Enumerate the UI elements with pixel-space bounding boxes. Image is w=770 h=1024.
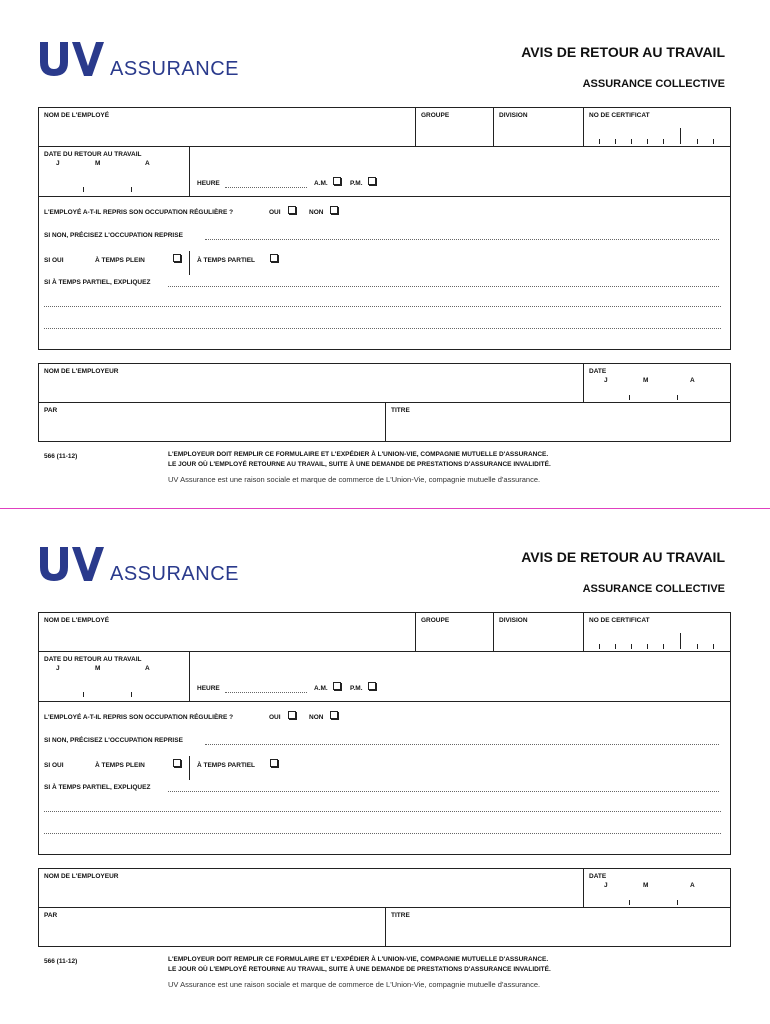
occupation-field[interactable] <box>205 239 719 240</box>
by-label: PAR <box>44 912 58 919</box>
yes-checkbox[interactable] <box>288 206 296 214</box>
full-time-label: À TEMPS PLEIN <box>95 257 145 264</box>
hour-label: HEURE <box>197 685 220 692</box>
footer-instruction-2: LE JOUR OÙ L'EMPLOYÉ RETOURNE AU TRAVAIL, SUITE À UNE DEMANDE DE PRESTATIONS D'ASSURANCE INVALIDITÉ. <box>168 966 551 973</box>
footer-instruction-1: L'EMPLOYEUR DOIT REMPLIR CE FORMULAIRE ET L'EXPÉDIER À L'UNION-VIE, COMPAGNIE MUTUELLE D'ASSURANCE. <box>168 451 549 458</box>
part-time-label: À TEMPS PARTIEL <box>197 762 256 769</box>
employer-name-field[interactable] <box>40 376 581 400</box>
no-checkbox[interactable] <box>330 711 338 719</box>
date-day-label: J <box>604 377 608 384</box>
group-field[interactable] <box>417 625 491 649</box>
pm-label: P.M. <box>350 685 363 692</box>
footer-legal: UV Assurance est une raison sociale et marque de commerce de L'Union-Vie, compagnie mutuelle d'assurance. <box>168 980 541 989</box>
form-copy-1 <box>0 0 770 505</box>
group-label: GROUPE <box>421 617 450 624</box>
date-label: DATE <box>589 368 607 375</box>
division-field[interactable] <box>495 625 581 649</box>
explain-field-1[interactable] <box>168 791 719 792</box>
return-date-label: DATE DU RETOUR AU TRAVAIL <box>44 656 142 663</box>
month-label: M <box>95 160 101 167</box>
date-year-label: A <box>690 882 695 889</box>
yes-label: OUI <box>269 714 281 721</box>
division-field[interactable] <box>495 120 581 144</box>
uv-logo <box>38 543 238 585</box>
date-month-label: M <box>643 882 649 889</box>
group-label: GROUPE <box>421 112 450 119</box>
month-label: M <box>95 665 101 672</box>
year-label: A <box>145 665 150 672</box>
form-code: 566 (11-12) <box>44 958 78 965</box>
am-label: A.M. <box>314 180 328 187</box>
employee-name-label: NOM DE L'EMPLOYÉ <box>44 617 110 624</box>
certificate-field[interactable] <box>585 625 729 649</box>
yes-checkbox[interactable] <box>288 711 296 719</box>
full-time-label: À TEMPS PLEIN <box>95 762 145 769</box>
hour-field[interactable] <box>225 187 307 188</box>
date-label: DATE <box>589 873 607 880</box>
form-code: 566 (11-12) <box>44 453 78 460</box>
footer-legal: UV Assurance est une raison sociale et marque de commerce de L'Union-Vie, compagnie mutuelle d'assurance. <box>168 475 541 484</box>
am-checkbox[interactable] <box>333 177 341 185</box>
form-subtitle: ASSURANCE COLLECTIVE <box>582 78 725 90</box>
date-year-label: A <box>690 377 695 384</box>
if-no-label: SI NON, PRÉCISEZ L'OCCUPATION REPRISE <box>44 737 183 744</box>
employee-name-field[interactable] <box>40 625 413 649</box>
form-title: AVIS DE RETOUR AU TRAVAIL <box>521 549 725 565</box>
employer-name-label: NOM DE L'EMPLOYEUR <box>44 873 119 880</box>
certificate-label: NO DE CERTIFICAT <box>589 617 650 624</box>
employee-name-field[interactable] <box>40 120 413 144</box>
explain-field-2[interactable] <box>44 306 721 307</box>
no-label: NON <box>309 714 324 721</box>
return-date-label: DATE DU RETOUR AU TRAVAIL <box>44 151 142 158</box>
logo-wordmark: ASSURANCE <box>110 58 239 80</box>
form-title: AVIS DE RETOUR AU TRAVAIL <box>521 44 725 60</box>
year-label: A <box>145 160 150 167</box>
return-date-field[interactable] <box>40 673 186 699</box>
hour-label: HEURE <box>197 180 220 187</box>
part-time-label: À TEMPS PARTIEL <box>197 257 256 264</box>
date-month-label: M <box>643 377 649 384</box>
part-time-checkbox[interactable] <box>270 759 278 767</box>
footer-instruction-1: L'EMPLOYEUR DOIT REMPLIR CE FORMULAIRE ET L'EXPÉDIER À L'UNION-VIE, COMPAGNIE MUTUELLE D'ASSURANCE. <box>168 956 549 963</box>
title-field[interactable] <box>387 920 729 945</box>
pm-checkbox[interactable] <box>368 682 376 690</box>
signature-date-field[interactable] <box>585 384 729 400</box>
by-field[interactable] <box>40 920 383 945</box>
footer-instruction-2: LE JOUR OÙ L'EMPLOYÉ RETOURNE AU TRAVAIL, SUITE À UNE DEMANDE DE PRESTATIONS D'ASSURANCE INVALIDITÉ. <box>168 461 551 468</box>
date-day-label: J <box>604 882 608 889</box>
certificate-field[interactable] <box>585 120 729 144</box>
hour-field[interactable] <box>225 692 307 693</box>
explain-field-1[interactable] <box>168 286 719 287</box>
uv-logo <box>38 38 238 80</box>
employee-name-label: NOM DE L'EMPLOYÉ <box>44 112 110 119</box>
title-label: TITRE <box>391 407 410 414</box>
if-yes-label: SI OUI <box>44 257 64 264</box>
day-label: J <box>56 665 60 672</box>
division-label: DIVISION <box>499 617 528 624</box>
by-field[interactable] <box>40 415 383 440</box>
am-label: A.M. <box>314 685 328 692</box>
title-field[interactable] <box>387 415 729 440</box>
return-date-field[interactable] <box>40 168 186 194</box>
explain-field-3[interactable] <box>44 833 721 834</box>
if-no-label: SI NON, PRÉCISEZ L'OCCUPATION REPRISE <box>44 232 183 239</box>
employer-name-field[interactable] <box>40 881 581 905</box>
part-time-checkbox[interactable] <box>270 254 278 262</box>
by-label: PAR <box>44 407 58 414</box>
no-checkbox[interactable] <box>330 206 338 214</box>
resumed-question: L'EMPLOYÉ A-T-IL REPRIS SON OCCUPATION RÉGULIÈRE ? <box>44 714 234 721</box>
if-part-time-label: SI À TEMPS PARTIEL, EXPLIQUEZ <box>44 784 151 791</box>
employer-name-label: NOM DE L'EMPLOYEUR <box>44 368 119 375</box>
if-yes-label: SI OUI <box>44 762 64 769</box>
am-checkbox[interactable] <box>333 682 341 690</box>
group-field[interactable] <box>417 120 491 144</box>
form-copy-2 <box>0 505 770 1010</box>
day-label: J <box>56 160 60 167</box>
explain-field-3[interactable] <box>44 328 721 329</box>
form-subtitle: ASSURANCE COLLECTIVE <box>582 583 725 595</box>
no-label: NON <box>309 209 324 216</box>
logo-wordmark: ASSURANCE <box>110 563 239 585</box>
full-time-checkbox[interactable] <box>173 759 181 767</box>
occupation-field[interactable] <box>205 744 719 745</box>
yes-label: OUI <box>269 209 281 216</box>
title-label: TITRE <box>391 912 410 919</box>
resumed-question: L'EMPLOYÉ A-T-IL REPRIS SON OCCUPATION RÉGULIÈRE ? <box>44 209 234 216</box>
pm-checkbox[interactable] <box>368 177 376 185</box>
full-time-checkbox[interactable] <box>173 254 181 262</box>
certificate-label: NO DE CERTIFICAT <box>589 112 650 119</box>
explain-field-2[interactable] <box>44 811 721 812</box>
pm-label: P.M. <box>350 180 363 187</box>
if-part-time-label: SI À TEMPS PARTIEL, EXPLIQUEZ <box>44 279 151 286</box>
signature-date-field[interactable] <box>585 889 729 905</box>
division-label: DIVISION <box>499 112 528 119</box>
